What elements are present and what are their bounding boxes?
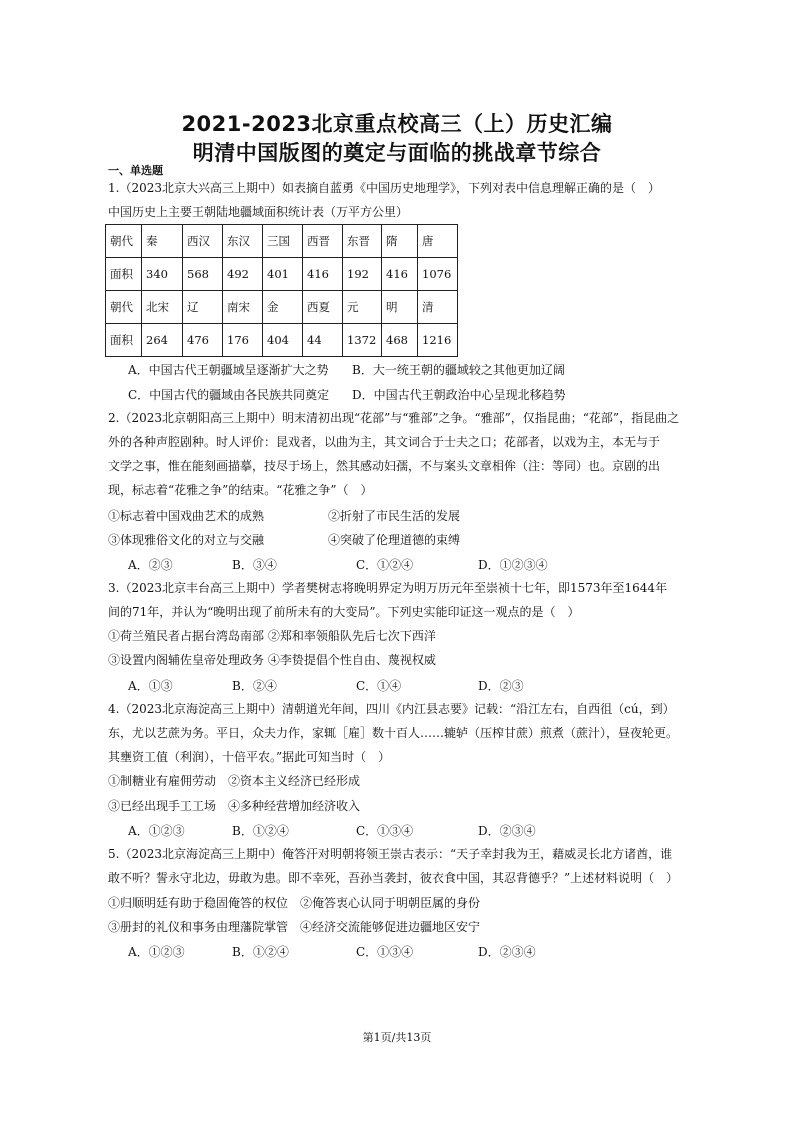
table-cell: 1216 (418, 324, 458, 357)
table-cell: 元 (343, 291, 382, 324)
q2-option-c: C．①②④ (356, 558, 414, 572)
question-4-line: 东，尤以艺蔗为务。平日，众夫力作，家辄［雇］数十百人……辘轳（压榨甘蔗）煎煮（蔗汁），昼夜轮更。 (108, 726, 679, 740)
table-cell: 476 (183, 324, 223, 357)
table-cell: 清 (418, 291, 458, 324)
q2-statement-1: ①标志着中国戏曲艺术的成熟 (108, 509, 265, 523)
table-cell: 唐 (418, 225, 458, 258)
page-number: 第1页/共13页 (362, 1031, 432, 1044)
q2-statement-2: ②折射了市民生活的发展 (328, 509, 461, 523)
question-2-line: 文学之事，惟在能刻画描摹，技尽于场上，然其感动妇孺，不与案头文章相侔（注：等同）也。京剧的出 (108, 459, 661, 473)
table-cell: 明 (382, 291, 418, 324)
table-cell: 西夏 (303, 291, 343, 324)
table-cell: 416 (303, 258, 343, 291)
question-1-stem: 1.（2023北京大兴高三上期中）如表摘自蓝勇《中国历史地理学》，下列对表中信息理解正确的是（ ） (108, 181, 660, 195)
q1-option-a: A．中国古代王朝疆域呈逐渐扩大之势 (128, 363, 329, 377)
q3-option-b: B．②④ (232, 679, 277, 693)
q3-option-c: C．①④ (356, 679, 402, 693)
table-cell: 401 (263, 258, 303, 291)
question-3-line: 间的71年，并认为“晚明出现了前所未有的大变局”。下列史实能印证这一观点的是（ ） (108, 605, 580, 619)
q4-statements-3-4: ③已经出现手工工场 ④多种经营增加经济收入 (108, 799, 361, 813)
table-cell: 隋 (382, 225, 418, 258)
table-cell: 1372 (343, 324, 382, 357)
table-cell: 192 (343, 258, 382, 291)
table-cell: 340 (142, 258, 183, 291)
q5-statements-3-4: ③册封的礼仪和事务由理藩院掌管 ④经济交流能够促进边疆地区安宁 (108, 920, 481, 934)
q4-statements-1-2: ①制糖业有雇佣劳动 ②资本主义经济已经形成 (108, 774, 361, 788)
table-cell: 金 (263, 291, 303, 324)
q5-option-d: D．②③④ (478, 945, 536, 959)
q5-option-a: A．①②③ (128, 945, 185, 959)
table-cell: 416 (382, 258, 418, 291)
dynasty-area-table (105, 224, 458, 357)
table-cell: 三国 (263, 225, 303, 258)
table-row-header: 朝代 (106, 291, 142, 324)
q3-option-a: A．①③ (128, 679, 173, 693)
q5-option-b: B．①②④ (232, 945, 289, 959)
question-2-line: 现，标志着“花雅之争”的结束。“花雅之争”（ ） (108, 483, 373, 497)
question-2-line: 外的各种声腔剧种。时人评价：昆戏者，以曲为主，其文词合于士夫之口；花部者，以戏为主，本无与于 (108, 435, 661, 449)
q1-option-b: B．大一统王朝的疆域较之其他更加辽阔 (352, 363, 565, 377)
document-subtitle: 明清中国版图的奠定与面临的挑战章节综合 (192, 141, 602, 165)
table-cell: 44 (303, 324, 343, 357)
table-cell: 1076 (418, 258, 458, 291)
q4-option-b: B．①②④ (232, 824, 289, 838)
q3-statements-3-4: ③设置内阁辅佐皇帝处理政务 ④李贽提倡个性自由、蔑视权威 (108, 653, 436, 667)
table-cell: 468 (382, 324, 418, 357)
table-cell: 东晋 (343, 225, 382, 258)
q2-statement-3: ③体现雅俗文化的对立与交融 (108, 533, 265, 547)
table-row (106, 258, 458, 291)
q5-option-c: C．①③④ (356, 945, 414, 959)
table-cell: 264 (142, 324, 183, 357)
q3-option-d: D．②③ (478, 679, 524, 693)
q1-option-d: D．中国古代王朝政治中心呈现北移趋势 (352, 388, 566, 402)
table-cell: 辽 (183, 291, 223, 324)
table-row (106, 225, 458, 258)
table-cell: 西汉 (183, 225, 223, 258)
question-5-line: 5.（2023北京海淀高三上期中）俺答汗对明朝将领王崇古表示：“天子幸封我为王，藉威灵长北方诸酋，谁 (108, 847, 673, 861)
q1-option-c: C．中国古代的疆域由各民族共同奠定 (128, 388, 330, 402)
section-heading: 一、单选题 (108, 164, 163, 177)
document-title: 2021-2023北京重点校高三（上）历史汇编 (181, 112, 613, 136)
q2-statement-4: ④突破了伦理道德的束缚 (328, 533, 461, 547)
table-row-header: 面积 (106, 258, 142, 291)
q4-option-d: D．②③④ (478, 824, 536, 838)
q4-option-a: A．①②③ (128, 824, 185, 838)
table-row (106, 291, 458, 324)
q2-option-b: B．③④ (232, 558, 277, 572)
table-cell: 404 (263, 324, 303, 357)
table-cell: 西晋 (303, 225, 343, 258)
q2-option-a: A．②③ (128, 558, 173, 572)
table-cell: 492 (223, 258, 263, 291)
table-cell: 北宋 (142, 291, 183, 324)
question-3-line: 3.（2023北京丰台高三上期中）学者樊树志将晚明界定为明万历元年至崇祯十七年，即1573年至1644年 (108, 581, 668, 595)
table-row (106, 324, 458, 357)
table-caption: 中国历史上主要王朝陆地疆域面积统计表（万平方公里） (108, 205, 409, 219)
table-row-header: 面积 (106, 324, 142, 357)
table-cell: 南宋 (223, 291, 263, 324)
question-5-line: 敢不听？誓永守北边，毋敢为患。即不幸死，吾孙当袭封，彼衣食中国，其忍背德乎？”上述材料说明（ ） (108, 871, 679, 885)
q4-option-c: C．①③④ (356, 824, 414, 838)
table-cell: 东汉 (223, 225, 263, 258)
question-4-line: 其壅资工值（利润），十倍平农。”据此可知当时（ ） (108, 750, 391, 764)
q2-option-d: D．①②③④ (478, 558, 548, 572)
table-cell: 秦 (142, 225, 183, 258)
table-cell: 176 (223, 324, 263, 357)
q5-statements-1-2: ①归顺明廷有助于稳固俺答的权位 ②俺答衷心认同于明朝臣属的身份 (108, 896, 481, 910)
q3-statements-1-2: ①荷兰殖民者占据台湾岛南部 ②郑和率领船队先后七次下西洋 (108, 629, 436, 643)
question-4-line: 4.（2023北京海淀高三上期中）清朝道光年间，四川《内江县志要》记载：“沿江左右，自西徂（cú，到） (108, 702, 675, 716)
table-cell: 568 (183, 258, 223, 291)
table-row-header: 朝代 (106, 225, 142, 258)
question-2-line: 2.（2023北京朝阳高三上期中）明末清初出现“花部”与“雅部”之争。“雅部”，仅指昆曲；“花部”，指昆曲之 (108, 411, 680, 425)
